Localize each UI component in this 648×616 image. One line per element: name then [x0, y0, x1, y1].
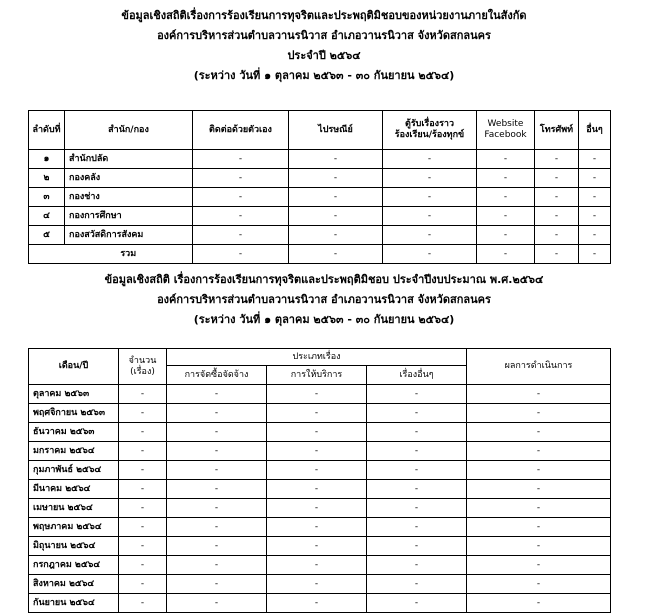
- table-cell: -: [467, 442, 611, 461]
- table-row: [29, 423, 611, 442]
- table-cell: -: [119, 537, 167, 556]
- header-count: [119, 349, 167, 385]
- section2-title-line: ข้อมูลเชิงสถิติ เรื่องการร้องเรียนการทุจริตและประพฤติมิชอบ ประจำปีงบประมาณ พ.ศ.๒๕๖๔: [104, 273, 544, 286]
- table-cell: -: [367, 556, 467, 575]
- table-cell: -: [119, 594, 167, 613]
- table-cell: -: [535, 207, 579, 226]
- table-row: [29, 188, 611, 207]
- table-cell: -: [289, 150, 383, 169]
- table-row: [29, 461, 611, 480]
- table-cell: -: [193, 207, 289, 226]
- header-type: ประเภทเรื่อง: [167, 349, 467, 366]
- table-cell: -: [467, 461, 611, 480]
- table-cell: -: [119, 423, 167, 442]
- channel-stats-table: [28, 110, 611, 264]
- table-cell: -: [193, 169, 289, 188]
- month-label: มีนาคม ๒๕๖๔: [29, 480, 119, 499]
- table-cell: -: [467, 480, 611, 499]
- table-cell: -: [383, 150, 477, 169]
- table-cell: -: [167, 480, 267, 499]
- table-cell: -: [367, 442, 467, 461]
- table-cell: -: [467, 537, 611, 556]
- office-name: กองช่าง: [65, 188, 193, 207]
- header-phone: โทรศัพท์: [535, 111, 579, 150]
- table-cell: -: [289, 207, 383, 226]
- table-cell: -: [467, 518, 611, 537]
- table-cell: -: [119, 499, 167, 518]
- table-cell: -: [535, 169, 579, 188]
- table-cell: -: [367, 575, 467, 594]
- table-cell: -: [193, 150, 289, 169]
- table-cell: -: [267, 423, 367, 442]
- table-cell: -: [579, 150, 611, 169]
- office-name: กองสวัสดิการสังคม: [65, 226, 193, 245]
- table-row: [29, 594, 611, 613]
- table-cell: -: [467, 499, 611, 518]
- table-cell: -: [267, 499, 367, 518]
- row-index: ๒: [29, 169, 65, 188]
- table-header-row: [29, 111, 611, 150]
- month-label: พฤศจิกายน ๒๕๖๓: [29, 404, 119, 423]
- header-other-type: เรื่องอื่นๆ: [367, 366, 467, 385]
- table-cell: -: [383, 207, 477, 226]
- table-row: [29, 575, 611, 594]
- table-cell: -: [477, 188, 535, 207]
- table-cell: -: [119, 575, 167, 594]
- table-cell: -: [467, 594, 611, 613]
- header-post: ไปรษณีย์: [289, 111, 383, 150]
- table-cell: -: [289, 188, 383, 207]
- table-cell: -: [367, 423, 467, 442]
- section1-heading: [0, 6, 648, 86]
- table-cell: -: [367, 404, 467, 423]
- table-cell: -: [367, 594, 467, 613]
- month-label: มกราคม ๒๕๖๔: [29, 442, 119, 461]
- table-cell: -: [167, 594, 267, 613]
- table-cell: -: [267, 404, 367, 423]
- section2-title-line: (ระหว่าง วันที่ ๑ ตุลาคม ๒๕๖๓ - ๓๐ กันยายน ๒๕๖๔): [193, 313, 455, 326]
- section1-title-line: (ระหว่าง วันที่ ๑ ตุลาคม ๒๕๖๓ - ๓๐ กันยายน ๒๕๖๔): [193, 69, 455, 82]
- row-index: ๓: [29, 188, 65, 207]
- total-cell: -: [535, 245, 579, 264]
- office-name: สำนักปลัด: [65, 150, 193, 169]
- table-cell: -: [167, 537, 267, 556]
- month-label: พฤษภาคม ๒๕๖๔: [29, 518, 119, 537]
- table-cell: -: [167, 518, 267, 537]
- month-label: กุมภาพันธ์ ๒๕๖๔: [29, 461, 119, 480]
- header-office: สำนัก/กอง: [65, 111, 193, 150]
- table-cell: -: [579, 226, 611, 245]
- table-cell: -: [535, 226, 579, 245]
- table-cell: -: [467, 575, 611, 594]
- total-label: รวม: [65, 245, 193, 264]
- office-name: กองการศึกษา: [65, 207, 193, 226]
- month-label: กรกฎาคม ๒๕๖๔: [29, 556, 119, 575]
- month-label: กันยายน ๒๕๖๔: [29, 594, 119, 613]
- table-cell: -: [167, 499, 267, 518]
- table-cell: -: [119, 442, 167, 461]
- month-label: ธันวาคม ๒๕๖๓: [29, 423, 119, 442]
- header-web-line1: Website: [487, 119, 524, 129]
- table-row: [29, 169, 611, 188]
- table-cell: -: [535, 150, 579, 169]
- table-cell: -: [119, 518, 167, 537]
- table-cell: -: [119, 404, 167, 423]
- table-cell: -: [367, 480, 467, 499]
- month-label: ตุลาคม ๒๕๖๓: [29, 385, 119, 404]
- header-procure: การจัดซื้อจัดจ้าง: [167, 366, 267, 385]
- header-box-line1: ตู้รับเรื่องราว: [404, 119, 455, 129]
- total-cell: -: [289, 245, 383, 264]
- table-cell: -: [289, 226, 383, 245]
- total-spacer: [29, 245, 65, 264]
- table-cell: -: [579, 169, 611, 188]
- table-cell: -: [267, 556, 367, 575]
- table-row: [29, 442, 611, 461]
- table-cell: -: [193, 226, 289, 245]
- table-cell: -: [467, 385, 611, 404]
- header-count-line2: (เรื่อง): [130, 366, 155, 377]
- table-cell: -: [167, 442, 267, 461]
- table-cell: -: [477, 169, 535, 188]
- table-row: [29, 207, 611, 226]
- table-cell: -: [119, 385, 167, 404]
- table-row: [29, 480, 611, 499]
- header-count-line1: จำนวน: [128, 355, 157, 366]
- table-cell: -: [267, 442, 367, 461]
- table-cell: -: [119, 556, 167, 575]
- section1-title-line: องค์การบริหารส่วนตำบลวานรนิวาส อำเภอวานรนิวาส จังหวัดสกลนคร: [157, 29, 491, 42]
- table-cell: -: [267, 385, 367, 404]
- total-cell: -: [383, 245, 477, 264]
- total-cell: -: [193, 245, 289, 264]
- table-cell: -: [119, 480, 167, 499]
- header-other: อื่นๆ: [579, 111, 611, 150]
- table-cell: -: [477, 226, 535, 245]
- table-cell: -: [267, 537, 367, 556]
- table-cell: -: [367, 499, 467, 518]
- table-cell: -: [383, 188, 477, 207]
- table-cell: -: [167, 461, 267, 480]
- header-web: [477, 111, 535, 150]
- table-cell: -: [367, 518, 467, 537]
- table-cell: -: [367, 385, 467, 404]
- monthly-stats-table: [28, 348, 611, 613]
- table-cell: -: [383, 226, 477, 245]
- row-index: ๔: [29, 207, 65, 226]
- table-row: [29, 499, 611, 518]
- section2-title-line: องค์การบริหารส่วนตำบลวานรนิวาส อำเภอวานรนิวาส จังหวัดสกลนคร: [157, 293, 491, 306]
- table-row: [29, 556, 611, 575]
- table-row: [29, 226, 611, 245]
- table-cell: -: [535, 188, 579, 207]
- header-box: [383, 111, 477, 150]
- table-cell: -: [167, 404, 267, 423]
- table-header-row: [29, 349, 611, 366]
- row-index: ๕: [29, 226, 65, 245]
- table-cell: -: [267, 518, 367, 537]
- month-label: มิถุนายน ๒๕๖๔: [29, 537, 119, 556]
- total-row: [29, 245, 611, 264]
- month-label: สิงหาคม ๒๕๖๔: [29, 575, 119, 594]
- table-cell: -: [167, 423, 267, 442]
- table-cell: -: [267, 575, 367, 594]
- table-row: [29, 404, 611, 423]
- table-cell: -: [119, 461, 167, 480]
- header-service: การให้บริการ: [267, 366, 367, 385]
- total-cell: -: [579, 245, 611, 264]
- table-cell: -: [267, 594, 367, 613]
- table-row: [29, 150, 611, 169]
- section1-title-line: ประจำปี ๒๕๖๔: [287, 49, 361, 62]
- table-row: [29, 385, 611, 404]
- table-cell: -: [579, 207, 611, 226]
- table-cell: -: [579, 188, 611, 207]
- table-cell: -: [167, 385, 267, 404]
- office-name: กองคลัง: [65, 169, 193, 188]
- table-cell: -: [193, 188, 289, 207]
- table-row: [29, 537, 611, 556]
- table-cell: -: [367, 461, 467, 480]
- header-contact: ติดต่อด้วยตัวเอง: [193, 111, 289, 150]
- header-result: ผลการดำเนินการ: [467, 349, 611, 385]
- table-cell: -: [467, 556, 611, 575]
- total-cell: -: [477, 245, 535, 264]
- table-cell: -: [477, 150, 535, 169]
- table-cell: -: [367, 537, 467, 556]
- table-cell: -: [467, 423, 611, 442]
- header-web-line2: Facebook: [484, 130, 527, 140]
- table-cell: -: [267, 461, 367, 480]
- table-cell: -: [267, 480, 367, 499]
- table-cell: -: [477, 207, 535, 226]
- table-cell: -: [167, 575, 267, 594]
- header-month: เดือน/ปี: [29, 349, 119, 385]
- table-cell: -: [467, 404, 611, 423]
- row-index: ๑: [29, 150, 65, 169]
- table-cell: -: [289, 169, 383, 188]
- table-cell: -: [167, 556, 267, 575]
- header-box-line2: ร้องเรียน/ร้องทุกข์: [394, 130, 465, 140]
- section1-title-line: ข้อมูลเชิงสถิติเรื่องการร้องเรียนการทุจริตและประพฤติมิชอบของหน่วยงานภายในสังกัด: [121, 9, 527, 22]
- table-cell: -: [383, 169, 477, 188]
- section2-heading: [0, 270, 648, 330]
- month-label: เมษายน ๒๕๖๔: [29, 499, 119, 518]
- table-row: [29, 518, 611, 537]
- header-order: ลำดับที่: [29, 111, 65, 150]
